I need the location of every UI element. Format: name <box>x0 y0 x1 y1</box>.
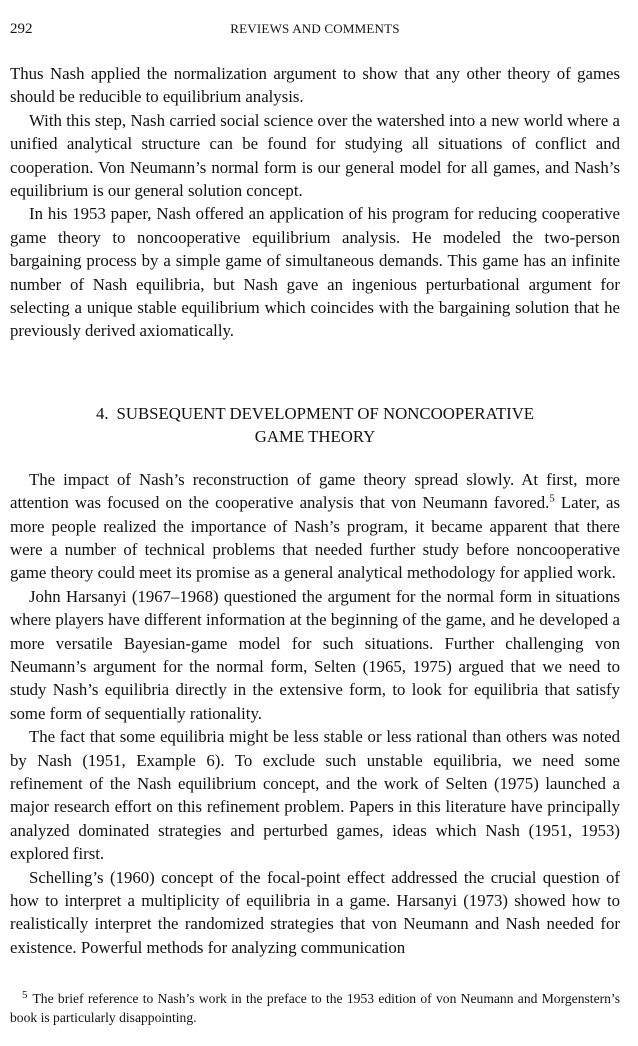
section-heading-line-1 <box>10 402 620 425</box>
section-title-part-1: SUBSEQUENT DEVELOPMENT OF NONCOOPERATIVE <box>116 403 535 423</box>
journal-page <box>10 18 620 1028</box>
paragraph-harsanyi: John Harsanyi (1967–1968) questioned the argument for the normal form in situations where players have different information at the beginning of the game, and he developed a more versatile Bayesian-game model for such situations. Further challenging von Neumann’s argument for the normal form, Selten (1965, 1975) argued that we need to study Nash’s equilibria directly in the extensive form, to look for equilibria that satisfy some form of sequentially rationality. <box>10 586 620 723</box>
section-heading <box>10 402 620 449</box>
paragraph-impact-continuation: Later, as more people realized the importance of Nash’s program, it became apparent that there were a number of technical problems that needed further study before noncooperative game theory could meet its promise as a general analytical methodology for applied work. <box>10 493 620 583</box>
paragraph-watershed: With this step, Nash carried social science over the watershed into a new world where a unified analytical structure can be found for studying all situations of conflict and cooperation. Von Neumann’s normal form is our general model for all games, and Nash’s equilibrium is our general solution concept. <box>10 110 620 201</box>
footnote-text: The brief reference to Nash’s work in the preface to the 1953 edition of von Neumann and Morgenstern’s book is particularly disappointing. <box>10 991 620 1026</box>
paragraph-impact-text: The impact of Nash’s reconstruction of game theory spread slowly. At first, more attention was focused on the cooperative analysis that von Neumann favored. <box>10 469 620 513</box>
paragraph-1953-paper: In his 1953 paper, Nash offered an application of his program for reducing cooperative game theory to noncooperative equilibrium analysis. He modeled the two-person bargaining process by a simple game of simultaneous demands. This game has an infinite number of Nash equilibria, but Nash gave an ingenious perturbational argument for selecting a unique stable equilibrium which coincides with the bargaining solution that he previously derived axiomatically. <box>10 204 620 341</box>
article-body <box>10 62 620 959</box>
paragraph-schelling: Schelling’s (1960) concept of the focal-point effect addressed the crucial question of how to interpret a multiplicity of equilibria in a game. Harsanyi (1973) showed how to realistically interpret the randomized strategies that von Neumann and Nash needed for existence. Powerful methods for analyzing communication <box>10 867 620 957</box>
paragraph-refinement: The fact that some equilibria might be less stable or less rational than others was noted by Nash (1951, Example 6). To exclude such unstable equilibria, we need some refinement of the Nash equilibrium concept, and the work of Selten (1975) launched a major research effort on this refinement problem. Papers in this literature have principally analyzed dominated strategies and perturbed games, ideas which Nash (1951, 1953) explored first. <box>10 727 620 864</box>
section-title-part-2: GAME THEORY <box>254 427 376 447</box>
footnote <box>10 989 620 1027</box>
section-number: 4. <box>95 403 109 423</box>
footnote-number: 5 <box>22 988 28 1001</box>
running-head: REVIEWS AND COMMENTS <box>230 21 400 36</box>
footnote-reference: 5 <box>549 492 555 505</box>
paragraph-impact <box>10 468 620 585</box>
page-number: 292 <box>10 21 33 37</box>
page-header <box>10 18 620 40</box>
paragraph-continuation: Thus Nash applied the normalization argument to show that any other theory of games should be reducible to equilibrium analysis. <box>10 64 620 107</box>
